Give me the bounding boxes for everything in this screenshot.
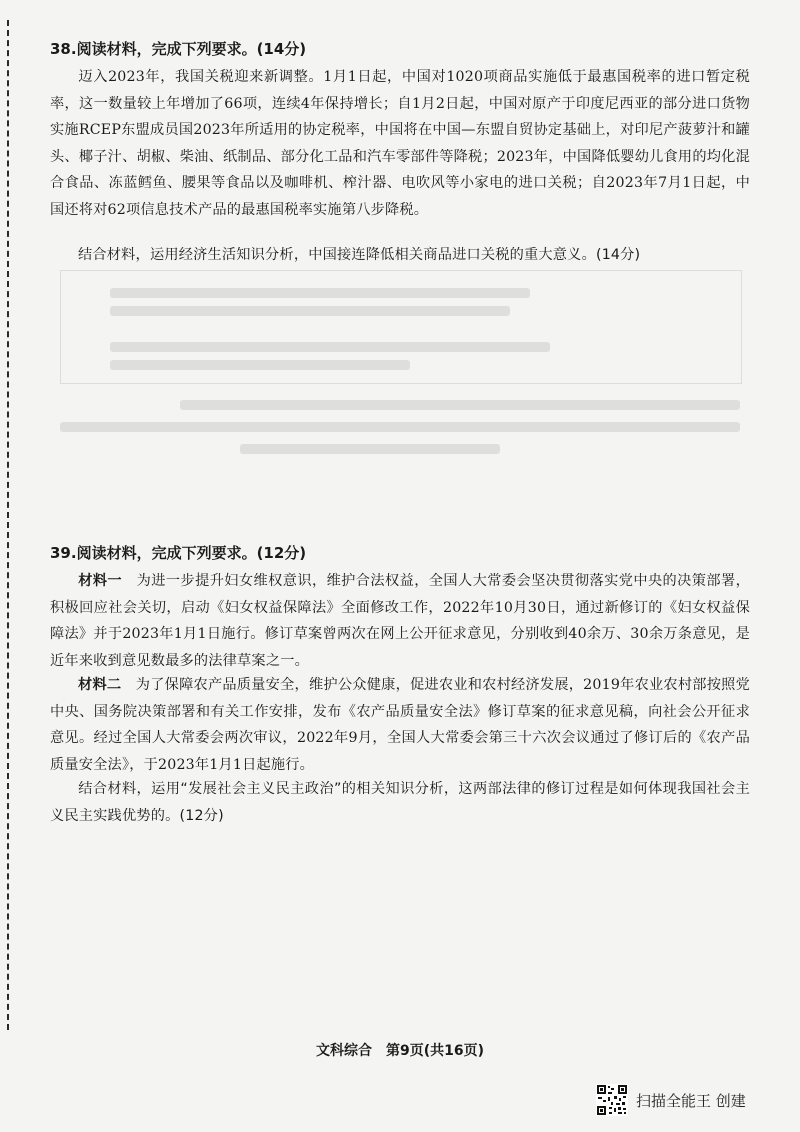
- question-38-material: [50, 64, 750, 223]
- question-39-title: 39.阅读材料，完成下列要求。(12分): [50, 544, 307, 562]
- ghost-line: [110, 360, 410, 370]
- question-39-material-2: [50, 672, 750, 778]
- ghost-line: [110, 288, 530, 298]
- question-38-task-text: 结合材料，运用经济生活知识分析，中国接连降低相关商品进口关税的重大意义。(14分): [78, 247, 641, 263]
- material-1-label: 材料一: [78, 573, 123, 589]
- page-footer: 文科综合 第9页(共16页): [315, 1043, 485, 1059]
- material-2-text: 为了保障农产品质量安全，维护公众健康，促进农业和农村经济发展，2019年农业农村部按照党中央、国务院决策部署和有关工作安排，发布《农产品质量安全法》修订草案的征求意见稿，向社会公开征求意见。经过全国人大常委会两次审议，2022年9月，全国人大常委会第三十六次会议通过了修订后的《农产品质量安全法》，于2023年1月1日起施行。: [50, 677, 750, 773]
- ghost-line: [180, 400, 740, 410]
- question-39-task: [50, 776, 750, 829]
- watermark-text: 扫描全能王 创建: [636, 1091, 746, 1110]
- ghost-line: [60, 422, 740, 432]
- ghost-line: [110, 306, 510, 316]
- qr-code-icon: [596, 1084, 628, 1116]
- bleed-through-ghost: [40, 270, 760, 460]
- question-38-title: 38.阅读材料，完成下列要求。(14分): [50, 40, 307, 58]
- ghost-line: [240, 444, 500, 454]
- scanner-watermark: [596, 1080, 786, 1120]
- ghost-line: [110, 342, 550, 352]
- question-38-task: [50, 242, 750, 269]
- question-39-task-text: 结合材料，运用“发展社会主义民主政治”的相关知识分析，这两部法律的修订过程是如何体现我国社会主义民主实践优势的。(12分): [50, 781, 750, 824]
- question-38-material-text: 迈入2023年，我国关税迎来新调整。1月1日起，中国对1020项商品实施低于最惠国税率的进口暂定税率，这一数量较上年增加了66项，连续4年保持增长；自1月2日起，中国对原产于印度尼西亚的部分进口货物实施RCEP东盟成员国2023年所适用的协定税率，中国将在中国—东盟自贸协定基础上，对印尼产菠萝汁和罐头、椰子汁、胡椒、柴油、纸制品、部分化工品和汽车零部件等降税；2023年，中国降低婴幼儿食用的均化混合食品、冻蓝鳕鱼、腰果等食品以及咖啡机、榨汁器、电吹风等小家电的进口关税；自2023年7月1日起，中国还将对62项信息技术产品的最惠国税率实施第八步降税。: [50, 69, 750, 218]
- question-39-material-1: [50, 568, 750, 674]
- binding-dashed-line: [7, 20, 9, 1030]
- material-1-text: 为进一步提升妇女维权意识，维护合法权益，全国人大常委会坚决贯彻落实党中央的决策部署，积极回应社会关切，启动《妇女权益保障法》全面修改工作，2022年10月30日，通过新修订的《妇女权益保障法》并于2023年1月1日施行。修订草案曾两次在网上公开征求意见，分别收到40余万、30余万条意见，是近年来收到意见数最多的法律草案之一。: [50, 573, 750, 669]
- material-2-label: 材料二: [78, 677, 122, 693]
